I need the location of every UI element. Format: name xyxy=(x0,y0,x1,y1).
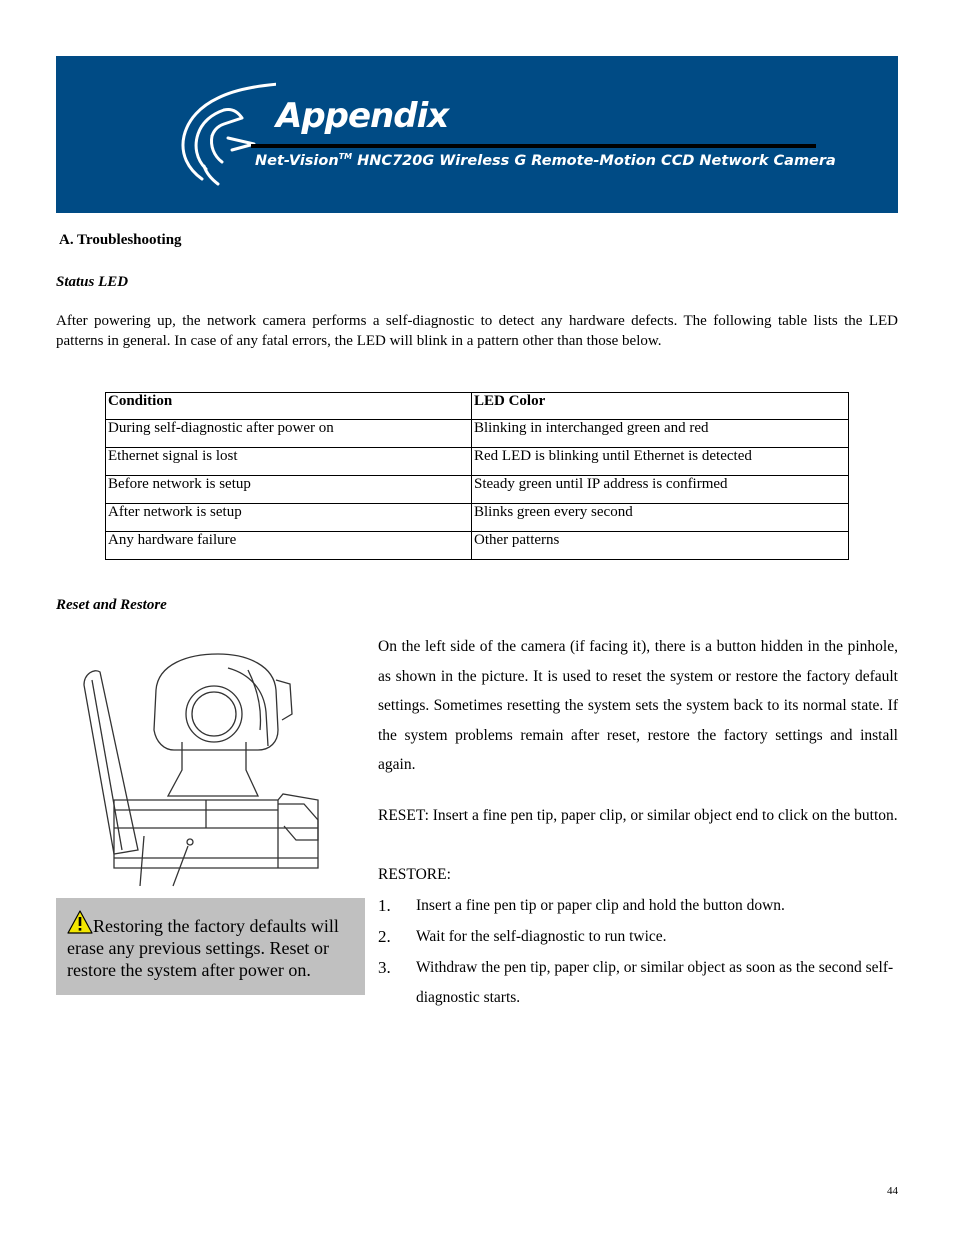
warning-text: Restoring the factory defaults will erase any previous settings. Reset or restore the system after power on. xyxy=(67,916,339,980)
status-led-heading: Status LED xyxy=(56,274,129,290)
eagle-logo-icon xyxy=(166,74,276,189)
table-cell-led-color: Blinks green every second xyxy=(472,504,849,532)
table-cell-condition: Any hardware failure xyxy=(106,532,472,560)
table-row xyxy=(106,420,849,448)
reset-restore-paragraph: On the left side of the camera (if facing it), there is a button hidden in the pinhole, as shown in the picture. It is used to reset the system or restore the factory default settings. Sometimes resetting the system sets the system back to its normal state. If the system problems remain after reset, restore the factory settings and install again. xyxy=(378,638,898,774)
reset-instructions: RESET: Insert a fine pen tip, paper clip, or similar object end to click on the button. xyxy=(378,807,898,824)
table-header-condition: Condition xyxy=(106,393,472,420)
table-cell-led-color: Other patterns xyxy=(472,532,849,560)
banner-subtitle xyxy=(255,152,836,169)
table-row xyxy=(106,504,849,532)
banner-product: HNC720G Wireless G Remote-Motion CCD Network Camera xyxy=(352,152,836,169)
table-row xyxy=(106,448,849,476)
step-text: Withdraw the pen tip, paper clip, or similar object as soon as the second self-diagnostic starts. xyxy=(416,959,894,1006)
warning-text-block xyxy=(67,910,362,981)
banner-divider xyxy=(251,144,816,148)
status-led-paragraph: After powering up, the network camera performs a self-diagnostic to detect any hardware defects. The following table lists the LED patterns in general. In case of any fatal errors, the LED will blink in a pattern other than those below. xyxy=(56,313,898,349)
banner-brand: Net-Vision xyxy=(255,152,339,169)
table-header-led-color: LED Color xyxy=(472,393,849,420)
step-number: 2. xyxy=(378,927,391,946)
table-row xyxy=(106,476,849,504)
table-cell-condition: After network is setup xyxy=(106,504,472,532)
page-number: 44 xyxy=(887,1185,898,1197)
led-table xyxy=(105,392,849,560)
table-cell-condition: During self-diagnostic after power on xyxy=(106,420,472,448)
table-row xyxy=(106,532,849,560)
table-cell-condition: Ethernet signal is lost xyxy=(106,448,472,476)
table-header-row xyxy=(106,393,849,420)
warning-triangle-icon xyxy=(67,910,93,934)
section-heading: A. Troubleshooting xyxy=(59,232,182,248)
table-cell-led-color: Steady green until IP address is confirmed xyxy=(472,476,849,504)
step-text: Wait for the self-diagnostic to run twice. xyxy=(416,928,667,945)
banner-trademark: TM xyxy=(338,152,353,161)
reset-restore-heading: Reset and Restore xyxy=(56,597,167,613)
appendix-banner xyxy=(56,56,898,213)
table-cell-led-color: Blinking in interchanged green and red xyxy=(472,420,849,448)
step-number: 1. xyxy=(378,896,391,915)
banner-title: Appendix xyxy=(276,96,449,136)
table-cell-led-color: Red LED is blinking until Ethernet is detected xyxy=(472,448,849,476)
warning-box xyxy=(56,898,365,995)
table-cell-condition: Before network is setup xyxy=(106,476,472,504)
step-text: Insert a fine pen tip or paper clip and hold the button down. xyxy=(416,897,785,914)
camera-illustration xyxy=(78,650,323,890)
step-number: 3. xyxy=(378,958,391,977)
restore-label: RESTORE: xyxy=(378,866,451,883)
